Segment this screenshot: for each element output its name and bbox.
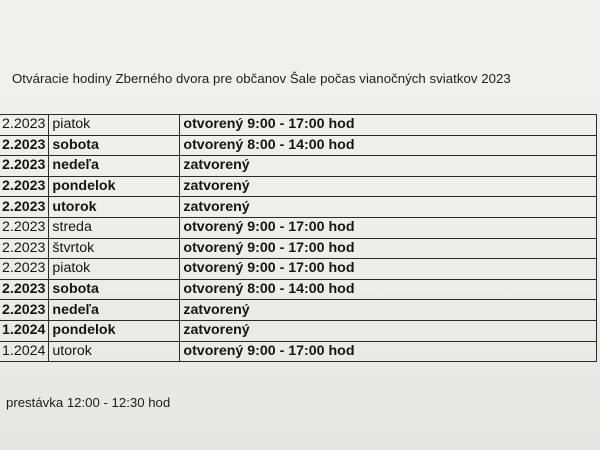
row-status: zatvorený [180,320,597,341]
row-day: piatok [49,259,180,280]
table-row [0,341,597,362]
table-row [0,217,597,238]
row-day: utorok [49,197,180,218]
row-status: zatvorený [180,156,597,177]
row-day: streda [49,217,180,238]
row-day: sobota [49,135,180,156]
row-status: otvorený 8:00 - 14:00 hod [180,279,597,300]
row-day: nedeľa [49,300,180,321]
row-status: otvorený 9:00 - 17:00 hod [180,341,597,362]
row-day: piatok [49,115,180,136]
row-date: 2.2023 [0,135,49,156]
row-date: 2.2023 [0,115,49,136]
row-status: otvorený 9:00 - 17:00 hod [180,115,597,136]
row-status: zatvorený [180,176,597,197]
row-status: otvorený 9:00 - 17:00 hod [180,238,597,259]
table-row [0,115,597,136]
row-date: 2.2023 [0,176,49,197]
row-date: 2.2023 [0,279,49,300]
row-date: 2.2023 [0,217,49,238]
break-note: prestávka 12:00 - 12:30 hod [6,395,171,410]
table-row [0,197,597,218]
table-row [0,259,597,280]
row-date: 2.2023 [0,259,49,280]
row-day: pondelok [49,176,180,197]
table-row [0,176,597,197]
table-row [0,279,597,300]
row-status: otvorený 9:00 - 17:00 hod [180,259,597,280]
row-day: pondelok [49,320,180,341]
document-title: Otváracie hodiny Zberného dvora pre občanov Šale počas vianočných sviatkov 2023 [12,71,511,86]
table-row [0,320,597,341]
row-day: štvrtok [49,238,180,259]
table-row [0,156,597,177]
row-status: zatvorený [180,300,597,321]
opening-hours-table [0,114,597,362]
row-day: utorok [49,341,180,362]
row-date: 1.2024 [0,320,49,341]
row-date: 2.2023 [0,156,49,177]
row-day: nedeľa [49,156,180,177]
row-date: 1.2024 [0,341,49,362]
row-date: 2.2023 [0,300,49,321]
row-status: otvorený 9:00 - 17:00 hod [180,217,597,238]
table-row [0,300,597,321]
row-status: zatvorený [180,197,597,218]
table-row [0,135,597,156]
row-day: sobota [49,279,180,300]
table-row [0,238,597,259]
row-date: 2.2023 [0,197,49,218]
row-date: 2.2023 [0,238,49,259]
row-status: otvorený 8:00 - 14:00 hod [180,135,597,156]
